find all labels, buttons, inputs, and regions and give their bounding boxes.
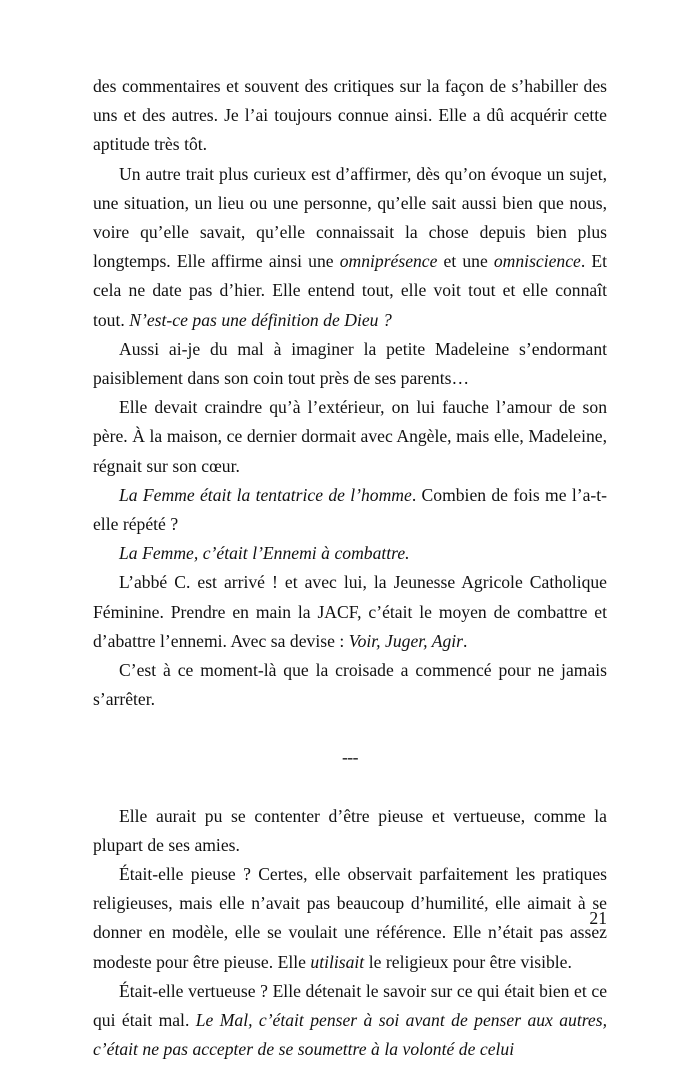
paragraphs-before-divider [93, 72, 607, 714]
paragraphs-after-divider [93, 802, 607, 1065]
text-run: Était-elle vertueuse ? Elle détenait le savoir sur ce qui était bien et ce qui était mal. [93, 980, 607, 1031]
text-run: . Et cela ne date pas d’hier. Elle entend tout, elle voit tout et elle connaît tout. [93, 251, 607, 330]
text-run: et une [437, 251, 494, 272]
text-run: C’est à ce moment-là que la croisade a commencé pour ne jamais s’arrêter. [93, 660, 607, 710]
italic-run: omniscience [493, 251, 581, 272]
section-divider: --- [341, 747, 359, 768]
paragraph [93, 802, 607, 860]
paragraph [93, 539, 607, 568]
paragraph [93, 568, 607, 656]
text-run: Un autre trait plus curieux est d’affirmer, dès qu’on évoque un sujet, une situation, un lieu ou une personne, qu’elle sait aussi bien que nous, voire qu’elle savait, qu’elle connaissait la chose depuis bien plus longtemps. Elle affirme ainsi une [93, 163, 607, 272]
text-run: Elle aurait pu se contenter d’être pieuse et vertueuse, comme la plupart de ses amies. [93, 805, 607, 855]
italic-run: N’est-ce pas une définition de Dieu ? [129, 309, 392, 330]
italic-run: La Femme, c’était l’Ennemi à combattre. [119, 543, 410, 564]
italic-run: Voir, Juger, Agir [348, 630, 464, 651]
italic-run: La Femme était la tentatrice de l’homme [119, 484, 412, 505]
text-run: Elle devait craindre qu’à l’extérieur, on lui fauche l’amour de son père. À la maison, ce dernier dormait avec Angèle, mais elle, Madeleine, régnait sur son cœur. [93, 397, 607, 476]
text-run: des commentaires et souvent des critiques sur la façon de s’habiller des uns et des autres. Je l’ai toujours connue ainsi. Elle a dû acquérir cette aptitude très tôt. [93, 76, 607, 155]
text-run: . Combien de fois me l’a-t-elle répété ? [93, 484, 607, 535]
text-run: Était-elle pieuse ? Certes, elle observait parfaitement les pratiques religieuses, mais elle n’avait pas beaucoup d’humilité, elle aimait à se donner en modèle, elle se voulait une référence. Elle n’était pas assez modeste pour être pieuse. Elle [93, 864, 607, 972]
text-run: le religieux pour être visible. [364, 951, 572, 972]
text-run: . [463, 630, 468, 651]
paragraph [93, 72, 607, 160]
italic-run: utilisait [310, 951, 365, 972]
italic-run: Le Mal, c’était penser à soi avant de penser aux autres, c’était ne pas accepter de se soumettre à la volonté de celui [93, 1010, 607, 1060]
text-run: Aussi ai-je du mal à imaginer la petite Madeleine s’endormant paisiblement dans son coin tout près de ses parents… [93, 338, 607, 389]
paragraph [93, 977, 607, 1065]
paragraph [93, 860, 607, 977]
paragraph [93, 335, 607, 393]
page-number: 21 [589, 908, 607, 928]
paragraph [93, 481, 607, 539]
text-run: L’abbé C. est arrivé ! et avec lui, la Jeunesse Agricole Catholique Féminine. Prendre en main la JACF, c’était le moyen de combattre et d’abattre l’ennemi. Avec sa devise : [93, 572, 607, 651]
paragraph [93, 160, 607, 335]
paragraph [93, 656, 607, 714]
paragraph [93, 393, 607, 481]
divider-spacer-top [93, 714, 607, 743]
divider-spacer-bottom [93, 773, 607, 802]
page-text-block [93, 72, 607, 1065]
italic-run: omniprésence [339, 251, 438, 272]
